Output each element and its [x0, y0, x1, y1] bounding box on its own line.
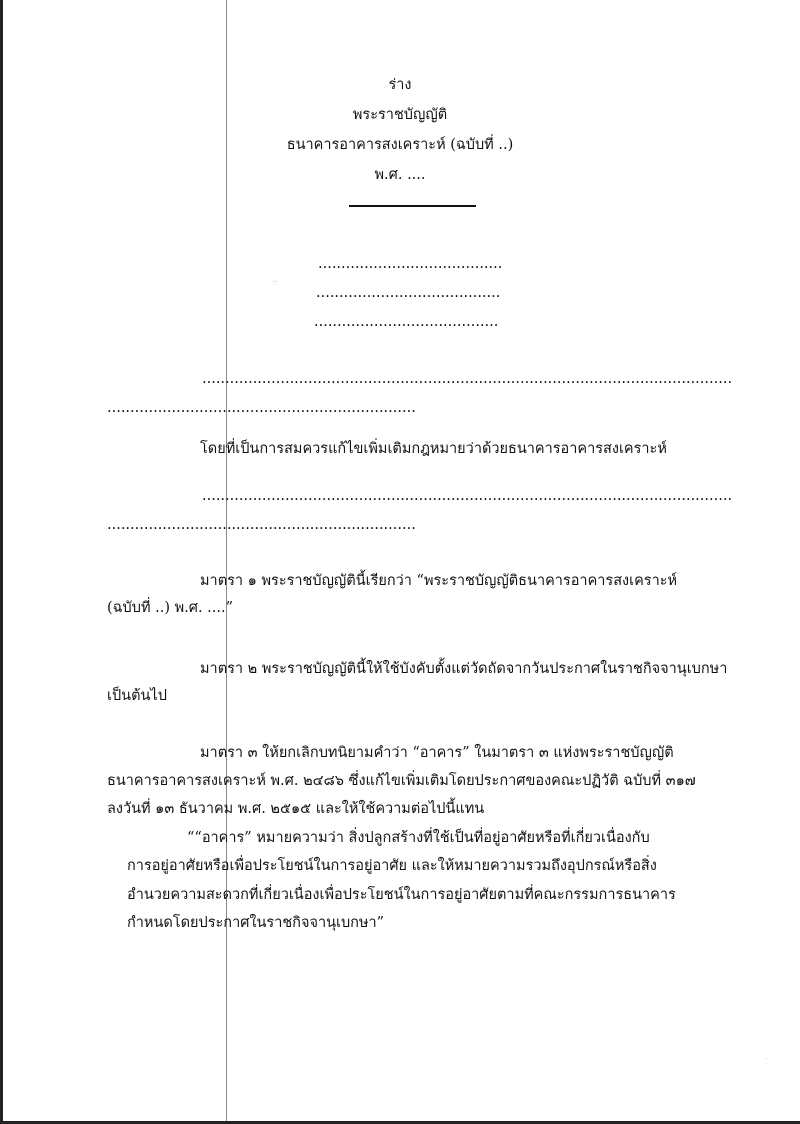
section-2-line-2: เป็นต้นไป	[107, 688, 167, 704]
scan-speck: ·:·	[272, 278, 279, 286]
act-name: ธนาคารอาคารสงเคราะห์ (ฉบับที่ ..)	[286, 137, 514, 153]
section-3-definition-2: การอยู่อาศัยหรือเพื่อประโยชน์ในการอยู่อาศัย และให้หมายความรวมถึงอุปกรณ์หรือสิ่ง	[127, 858, 657, 874]
section-3-definition-4: กำหนดโดยประกาศในราชกิจจานุเบกษา”	[127, 915, 385, 931]
intro-dots-3: ...................................................................................................................	[202, 488, 733, 504]
year-label: พ.ศ. ....	[374, 167, 426, 183]
preamble-dots-1: ........................................	[318, 256, 503, 272]
intro-dots-1: ...................................................................................................................	[202, 371, 733, 387]
preamble-dots-3: ........................................	[314, 314, 499, 330]
scan-speck-bottom: ·	[765, 1055, 768, 1063]
section-3-line-2: ธนาคารอาคารสงเคราะห์ พ.ศ. ๒๔๘๖ ซึ่งแก้ไขเพิ่มเติมโดยประกาศของคณะปฏิวัติ ฉบับที่ ๓๑๗	[107, 773, 696, 789]
preamble-dots-2: ........................................	[316, 285, 501, 301]
draft-label: ร่าง	[388, 77, 412, 93]
section-3-line-1: มาตรา ๓ ให้ยกเลิกบทนิยามคำว่า “อาคาร” ในมาตรา ๓ แห่งพระราชบัญญัติ	[200, 745, 674, 761]
intro-dots-2: ...................................................................	[107, 400, 416, 416]
section-3-definition-1: ““อาคาร” หมายความว่า สิ่งปลูกสร้างที่ใช้เป็นที่อยู่อาศัยหรือที่เกี่ยวเนื่องกับ	[187, 830, 650, 846]
intro-reason: โดยที่เป็นการสมควรแก้ไขเพิ่มเติมกฎหมายว่าด้วยธนาคารอาคารสงเคราะห์	[200, 441, 667, 457]
section-3-line-3: ลงวันที่ ๑๓ ธันวาคม พ.ศ. ๒๕๑๕ และให้ใช้ความต่อไปนี้แทน	[107, 801, 485, 817]
intro-dots-4: ...................................................................	[107, 517, 416, 533]
section-1-line-2: (ฉบับที่ ..) พ.ศ. ....”	[107, 600, 234, 616]
section-1-line-1: มาตรา ๑ พระราชบัญญัตินี้เรียกว่า “พระราชบัญญัติธนาคารอาคารสงเคราะห์	[200, 573, 678, 589]
section-3-definition-3: อำนวยความสะดวกที่เกี่ยวเนื่องเพื่อประโยชน์ในการอยู่อาศัยตามที่คณะกรรมการธนาคาร	[127, 887, 676, 903]
act-label: พระราชบัญญัติ	[352, 107, 448, 123]
section-2-line-1: มาตรา ๒ พระราชบัญญัตินี้ให้ใช้บังคับตั้งแต่วัดถัดจากวันประกาศในราชกิจจานุเบกษา	[200, 661, 728, 677]
title-underline	[349, 205, 476, 207]
